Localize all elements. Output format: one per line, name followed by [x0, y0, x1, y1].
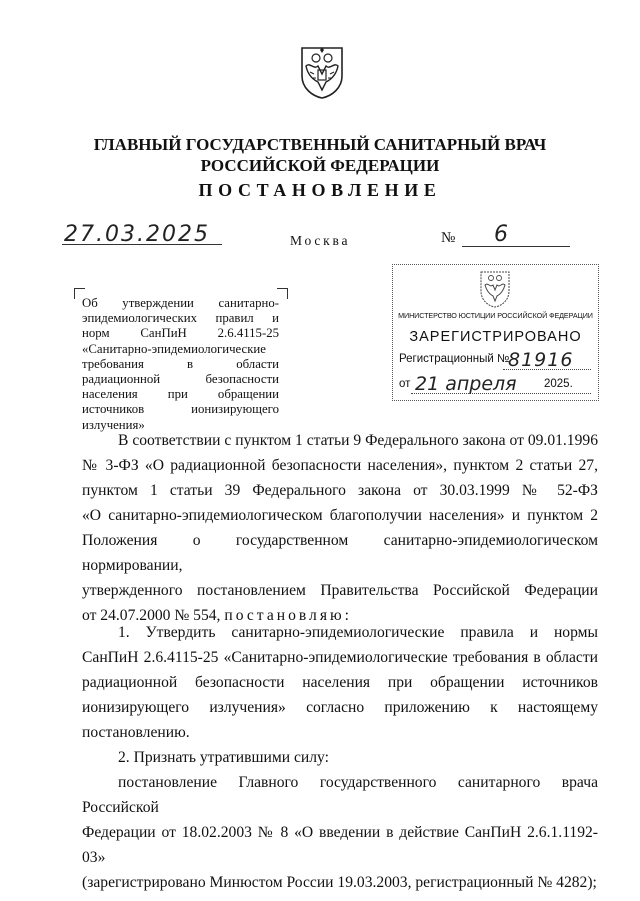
stamp-date-prefix: от	[399, 378, 411, 390]
preamble-line: пунктом 1 статьи 39 Федерального закона от 30.03.1999 № 52-ФЗ	[82, 482, 598, 499]
item-2-sub-line: (зарегистрировано Минюстом России 19.03.2003, регистрационный № 4282);	[82, 874, 597, 891]
item-1-line: ионизирующего излучения» согласно приложению к настоящему	[82, 699, 598, 716]
resolve-word: постановляю:	[224, 607, 352, 624]
stamp-ministry: МИНИСТЕРСТВО ЮСТИЦИИ РОССИЙСКОЙ ФЕДЕРАЦИИ	[398, 311, 593, 320]
document-city: Москва	[290, 233, 351, 248]
authority-line-2: РОССИЙСКОЙ ФЕДЕРАЦИИ	[200, 156, 440, 175]
item-2	[82, 745, 598, 770]
document-subject: Об утверждении санитарно-эпидемиологических правил и норм СанПиН 2.6.4115-25 «Санитарно-эпидемиологические требования в области радиационной безопасности населения при обращении источников ионизирующего излучения»	[82, 296, 279, 432]
preamble-line: Положения о государственном санитарно-эпидемиологическом нормировании,	[82, 532, 598, 574]
number-underline	[462, 246, 570, 247]
stamp-date: 21 апреля	[415, 373, 517, 395]
item-1-line: постановлению.	[82, 724, 190, 741]
preamble-line: утвержденного постановлением Правительства Российской Федерации	[82, 582, 598, 599]
number-label: №	[441, 230, 456, 246]
preamble	[82, 428, 598, 628]
document-date: 27.03.2025	[64, 222, 210, 247]
stamp-year: 2025.	[544, 378, 573, 390]
item-1-line: СанПиН 2.6.4115-25 «Санитарно-эпидемиологические требования в области	[82, 649, 598, 666]
authority-line-1: ГЛАВНЫЙ ГОСУДАРСТВЕННЫЙ САНИТАРНЫЙ ВРАЧ	[93, 135, 547, 154]
item-2-sub-line: Федерации от 18.02.2003 № 8 «О введении в действие СанПиН 2.6.1.1192-03»	[82, 824, 598, 866]
document-type: ПОСТАНОВЛЕНИЕ	[198, 180, 442, 200]
item-2-sub	[82, 770, 598, 895]
document-number: 6	[494, 222, 508, 247]
item-1-line: радиационной безопасности населения при обращении источников	[82, 674, 598, 691]
issuing-authority	[60, 134, 580, 176]
preamble-line: № 3-ФЗ «О радиационной безопасности населения», пунктом 2 статьи 27,	[82, 457, 598, 474]
stamp-emblem-icon	[477, 269, 513, 309]
preamble-line: В соответствии с пунктом 1 статьи 9 Федерального закона от 09.01.1996	[118, 432, 598, 449]
item-2-sub-line: постановление Главного государственного санитарного врача Российской	[82, 774, 598, 816]
stamp-reg-label: Регистрационный №	[399, 353, 510, 365]
preamble-line: «О санитарно-эпидемиологическом благополучии населения» и пунктом 2	[82, 507, 598, 524]
item-2-heading: 2. Признать утратившими силу:	[118, 749, 329, 766]
item-1-line: 1. Утвердить санитарно-эпидемиологические правила и нормы	[118, 624, 598, 641]
stamp-reg-number: 81916	[508, 349, 574, 371]
registration-stamp	[392, 264, 599, 401]
date-underline	[62, 244, 222, 245]
item-1	[82, 620, 598, 745]
stamp-status: ЗАРЕГИСТРИРОВАНО	[409, 329, 582, 345]
coat-of-arms-emblem	[296, 44, 348, 100]
preamble-last: от 24.07.2000 № 554,	[82, 607, 221, 624]
